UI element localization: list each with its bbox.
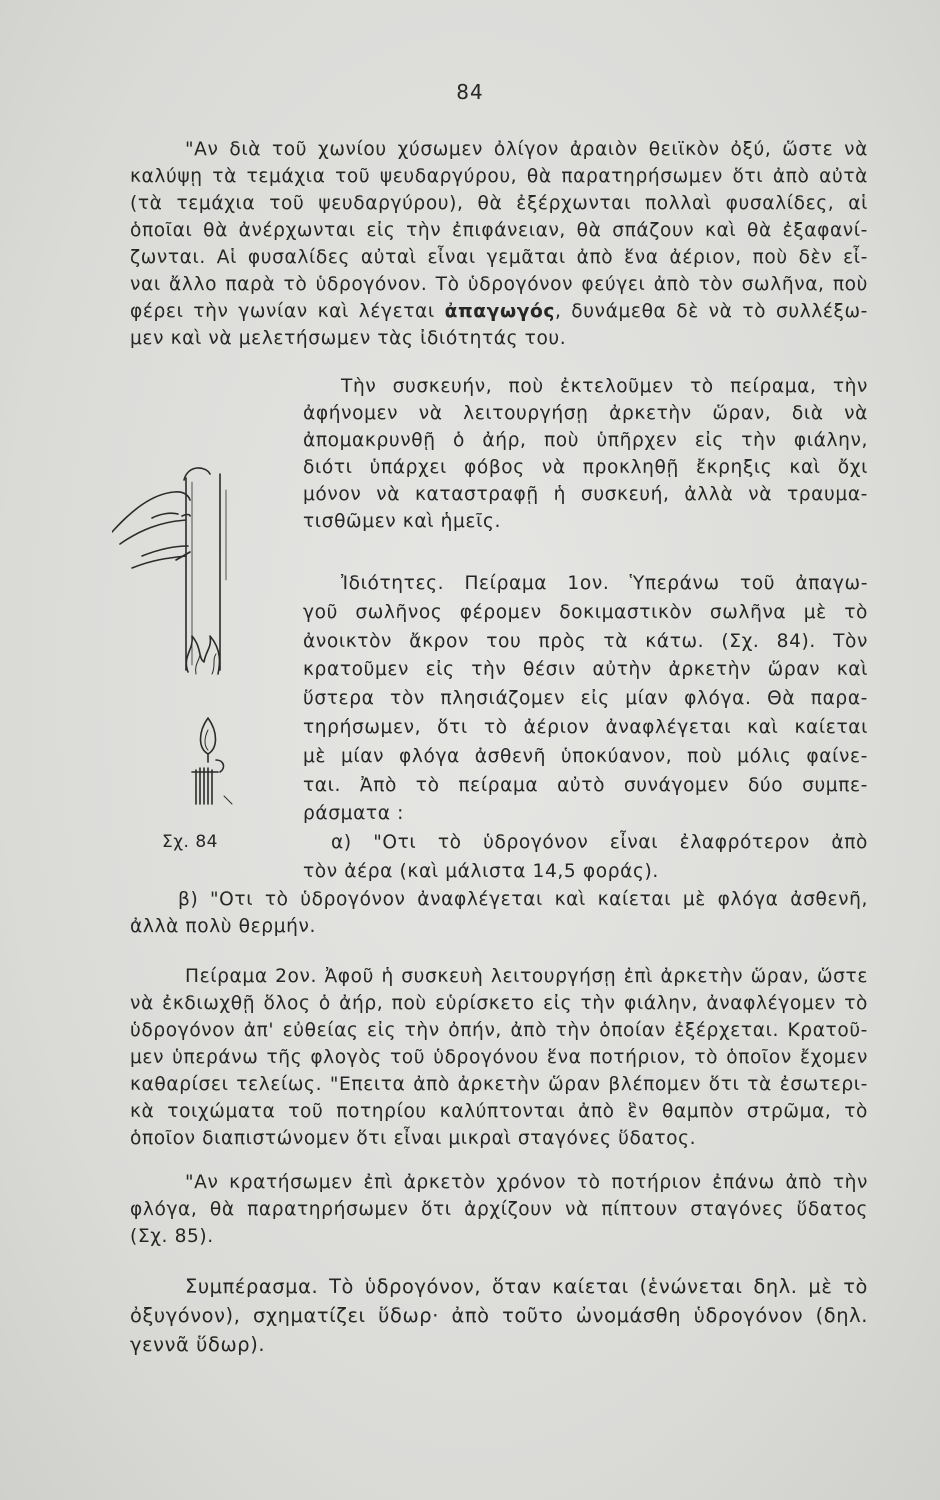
text-line: Τὴν συσκευήν, ποὺ ἐκτελοῦμεν τὸ πείραμα, τὴν <box>341 376 868 397</box>
conclusion-beta-paragraph <box>130 886 868 940</box>
term-apagogos: ἀπαγωγός <box>444 301 555 322</box>
text-line: ράσματα : <box>303 803 404 825</box>
experiment-2-continued-paragraph <box>130 1169 868 1250</box>
text-line: ἀφήνομεν νὰ λειτουργήσῃ ἀρκετὴν ὥραν, διὰ νὰ <box>303 403 868 424</box>
intro-paragraph <box>130 136 868 352</box>
text-line: καθαρίσει τελείως. "Επειτα ἀπὸ ἀρκετὴν ὥραν βλέπομεν ὅτι τὰ ἐσωτερι- <box>130 1074 868 1095</box>
figure-test-tube-illustration <box>112 460 262 820</box>
text-line: Πείραμα 2ον. Ἀφοῦ ἡ συσκευὴ λειτουργήσῃ ἐπὶ ἀρκετὴν ὥραν, ὥστε <box>185 966 868 987</box>
text-line: ἀνοικτὸν ἄκρον του πρὸς τὰ κάτω. (Σχ. 84). Τὸν <box>303 630 868 652</box>
text-line: φέρει τὴν γωνίαν καὶ λέγεται ἀπαγωγός, δυνάμεθα δὲ νὰ τὸ συλλέξω- <box>130 301 868 322</box>
text-line: ἀλλὰ πολὺ θερμήν. <box>130 916 317 937</box>
text-line: μὲ μίαν φλόγα ἀσθενῆ ὑποκύανον, ποὺ μόλις φαίνε- <box>303 745 868 767</box>
text-line: κὰ τοιχώματα τοῦ ποτηρίου καλύπτονται ἀπὸ ἓν θαμπὸν στρῶμα, τὸ <box>130 1101 868 1122</box>
text-line: (τὰ τεμάχια τοῦ ψευδαργύρου), θὰ ἐξέρχωνται πολλαὶ φυσαλίδες, αἱ <box>130 193 868 214</box>
text-line: ζωνται. Αἱ φυσαλίδες αὐταὶ εἶναι γεμᾶται ἀπὸ ἕνα ἀέριον, ποὺ δὲν εἶ- <box>130 247 868 268</box>
text-line: νὰ ἐκδιωχθῇ ὅλος ὁ ἀήρ, ποὺ εὑρίσκετο εἰς τὴν φιάλην, ἀναφλέγομεν τὸ <box>130 993 868 1014</box>
text-line: μεν ὑπεράνω τῆς φλογὸς τοῦ ὑδρογόνου ἕνα ποτήριον, τὸ ὁποῖον ἔχομεν <box>130 1047 868 1068</box>
text-line: ται. Ἀπὸ τὸ πείραμα αὐτὸ συνάγομεν δύο συμπε- <box>303 774 868 796</box>
text-line: α) "Οτι τὸ ὑδρογόνον εἶναι ἐλαφρότερον ἀπὸ <box>331 832 868 854</box>
text-line: μεν καὶ νὰ μελετήσωμεν τὰς ἰδιότητάς του. <box>130 328 567 349</box>
text-line: Ἰδιότητες. Πείραμα 1ον. Ὑπεράνω τοῦ ἀπαγω- <box>341 573 868 594</box>
conclusion-heading: Συμπέρασμα. <box>185 1275 319 1298</box>
text-line: ναι ἄλλο παρὰ τὸ ὑδρογόνον. Τὸ ὑδρογόνον φεύγει ἀπὸ τὸν σωλῆνα, ποὺ <box>130 274 868 295</box>
text-line: ἀπομακρυνθῇ ὁ ἀήρ, ποὺ ὑπῆρχεν εἰς τὴν φιάλην, <box>303 430 868 451</box>
text-line: φλόγα, θὰ παρατηρήσωμεν ὅτι ἀρχίζουν νὰ πίπτουν σταγόνες ὕδατος <box>130 1199 868 1220</box>
figure-caption: Σχ. 84 <box>162 832 219 852</box>
text-line: ὁποῖαι θὰ ἀνέρχωνται εἰς τὴν ἐπιφάνειαν, θὰ σπάζουν καὶ θὰ ἐξαφανί- <box>130 220 868 241</box>
experiment-2-heading: Πείραμα 2ον. <box>185 966 318 987</box>
text-line: τισθῶμεν καὶ ἡμεῖς. <box>303 511 501 532</box>
text-line: ὁποῖον διαπιστώνομεν ὅτι εἶναι μικραὶ σταγόνες ὕδατος. <box>130 1128 697 1149</box>
text-line: "Αν κρατήσωμεν ἐπὶ ἀρκετὸν χρόνον τὸ ποτήριον ἐπάνω ἀπὸ τὴν <box>185 1172 868 1193</box>
warning-paragraph <box>303 373 868 535</box>
text-line: καλύψῃ τὰ τεμάχια τοῦ ψευδαργύρου, θὰ παρατηρήσωμεν ὅτι ἀπὸ αὐτὰ <box>130 166 868 187</box>
text-line: γοῦ σωλῆνος φέρομεν δοκιμαστικὸν σωλῆνα μὲ τὸ <box>303 601 868 623</box>
properties-paragraph <box>303 570 868 887</box>
text-line: διότι ὑπάρχει φόβος νὰ προκληθῇ ἔκρηξις καὶ ὄχι <box>303 457 868 478</box>
text-line: (Σχ. 85). <box>130 1226 214 1247</box>
text-line: τηρήσωμεν, ὅτι τὸ ἀέριον ἀναφλέγεται καὶ καίεται <box>303 716 868 738</box>
text-line: ὑδρογόνον ἀπ' εὐθείας εἰς τὴν ὀπήν, ἀπὸ τὴν ὁποίαν ἐξέρχεται. Κρατοῦ- <box>130 1020 868 1041</box>
page-number: 84 <box>456 80 484 104</box>
text-line: β) "Οτι τὸ ὑδρογόνον ἀναφλέγεται καὶ καίεται μὲ φλόγα ἀσθενῆ, <box>178 889 868 910</box>
text-line: Συμπέρασμα. Τὸ ὑδρογόνον, ὅταν καίεται (ἑνώνεται δηλ. μὲ τὸ <box>185 1275 868 1298</box>
conclusion-paragraph <box>130 1272 868 1359</box>
text-line: μόνον νὰ καταστραφῇ ἡ συσκευή, ἀλλὰ νὰ τραυμα- <box>303 484 868 505</box>
experiment-2-paragraph <box>130 963 868 1152</box>
text-line: τὸν ἀέρα (καὶ μάλιστα 14,5 φοράς). <box>303 860 659 882</box>
text-line: ὀξυγόνον), σχηματίζει ὕδωρ· ἀπὸ τοῦτο ὠνομάσθη ὑδρογόνον (δηλ. <box>130 1304 868 1327</box>
text-line: γεννᾶ ὕδωρ). <box>130 1333 266 1356</box>
text-line: κρατοῦμεν εἰς τὴν θέσιν αὐτὴν ἀρκετὴν ὥραν καὶ <box>303 659 868 681</box>
text-line: ὕστερα τὸν πλησιάζομεν εἰς μίαν φλόγα. Θὰ παρα- <box>303 688 868 710</box>
properties-heading: Ἰδιότητες. Πείραμα 1ον. <box>341 573 610 594</box>
text-line: "Αν διὰ τοῦ χωνίου χύσωμεν ὀλίγον ἀραιὸν θειϊκὸν ὀξύ, ὥστε νὰ <box>185 139 868 160</box>
